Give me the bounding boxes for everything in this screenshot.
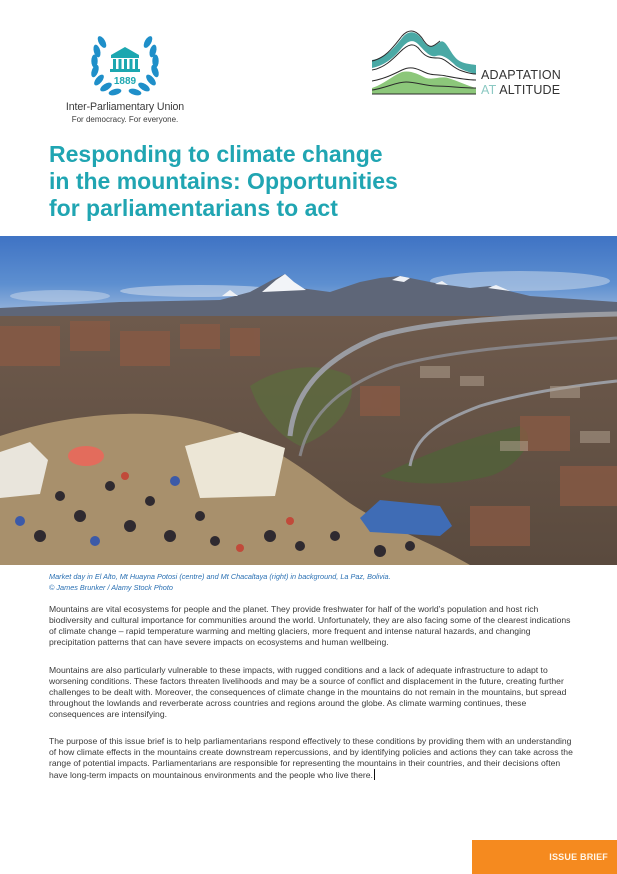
at-altitude-text: AT ALTITUDE [481, 83, 561, 97]
intro-paragraph-3[interactable] [49, 736, 579, 781]
document-title [49, 141, 469, 222]
mountain-layers-icon [372, 28, 476, 96]
ipu-tagline: For democracy. For everyone. [71, 115, 179, 124]
svg-text:1889: 1889 [113, 76, 137, 87]
caption-description: Market day in El Alto, Mt Huayna Potosi (centre) and Mt Chacaltaya (right) in background, La Paz, Bolivia. [49, 572, 391, 581]
intro-paragraph-1: Mountains are vital ecosystems for people and the planet. They provide freshwater for half of the world’s population and host rich biodiversity and cultural importance for communities around the world. Unfortunately, they are also facing some of the clearest indications of climate change – rapid temperature warming and melting glaciers, more frequent and intense natural hazards, and changing precipitation patterns that can have severe impacts on ecosystems and human wellbeing. [49, 604, 571, 647]
paragraph-3-text: The purpose of this issue brief is to help parliamentarians respond effectively to these conditions by providing them with an understanding of how climate effects in the mountains create downstream repercussions, and by identifying policies and actions they can take across the range of potential impacts. Parliamentarians are responsible for representing the mountains in their countries, and their decisions often have long-term impacts on mountainous environments and the people who live there. [49, 736, 573, 780]
ipu-logo [60, 24, 210, 124]
adaptation-text: ADAPTATION [481, 68, 562, 82]
title-line2-regular: Opportunities [240, 168, 398, 194]
caption-credit: © James Brunker / Alamy Stock Photo [49, 583, 173, 592]
text-cursor [374, 769, 375, 780]
la-paz-market-photo-icon [0, 236, 617, 565]
intro-paragraph-2: Mountains are also particularly vulnerable to these impacts, with rugged conditions and a lack of adequate infrastructure to adapt to worsening conditions. These factors threaten livelihoods and may be a source of conflict and displacement in the future, creating further challenges to be dealt with. Moreover, the consequences of climate change in the mountains do not remain in the mountains, but spread throughout the lowlands and reverberate across countries and regions around the globe. As climate warming continues, these consequences are intensifying. [49, 665, 567, 719]
issue-brief-badge: ISSUE BRIEF [472, 840, 617, 874]
adaptation-at-altitude-logo [370, 28, 580, 100]
title-line1: Responding to climate change [49, 141, 383, 167]
ipu-name: Inter-Parliamentary Union [65, 101, 185, 113]
title-line2-bold: in the mountains: [49, 168, 241, 194]
photo-caption [49, 571, 589, 593]
ipu-laurel-emblem-icon [89, 28, 161, 100]
title-line3: for parliamentarians to act [49, 195, 338, 221]
hero-photo [0, 236, 617, 565]
